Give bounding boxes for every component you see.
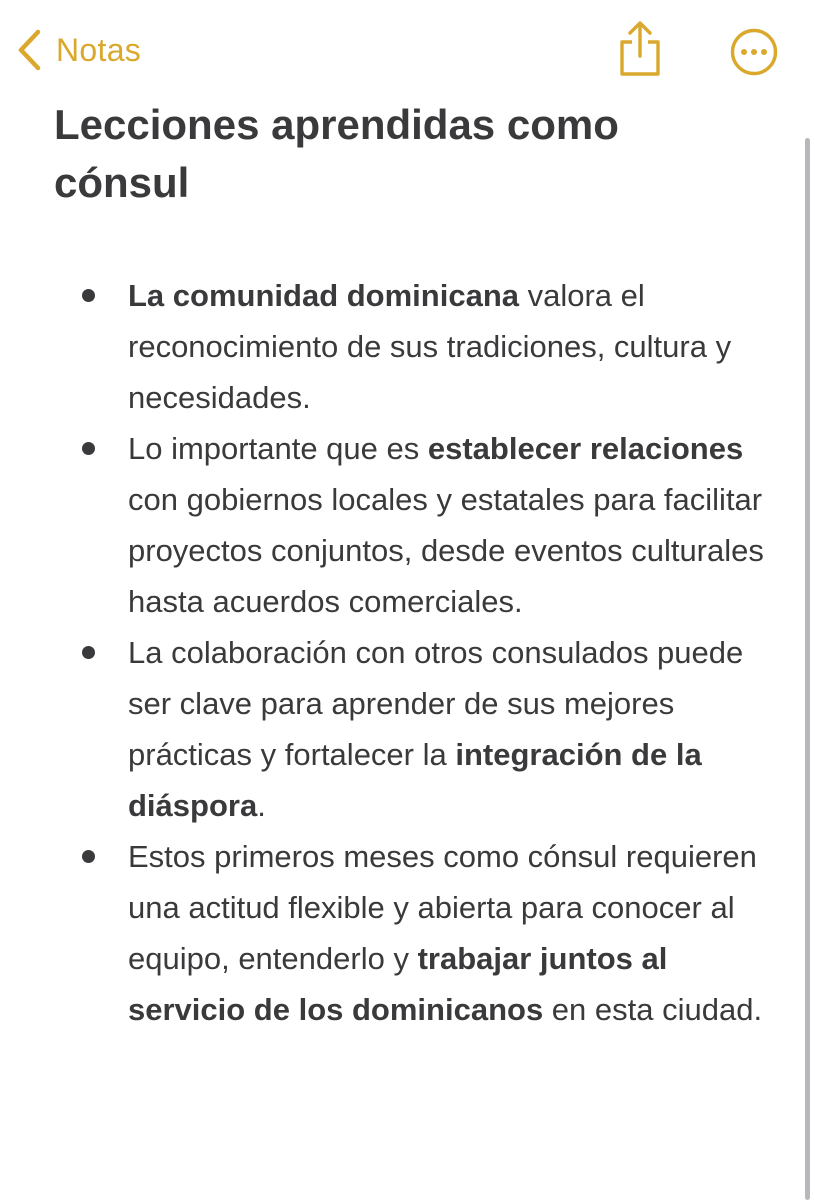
scroll-indicator[interactable] <box>805 138 810 1200</box>
text-segment: Estos primeros meses como cónsul requieren una actitud flexible y abierta para conocer al equipo, entenderlo y <box>128 839 757 976</box>
note-bullet-item[interactable] <box>0 270 790 423</box>
text-segment: valora el reconocimiento de sus tradiciones, cultura y necesidades. <box>128 278 732 415</box>
note-bullet-list <box>0 270 790 1035</box>
bullet-dot-icon <box>82 646 95 659</box>
bullet-text <box>128 431 764 619</box>
more-options-button[interactable] <box>729 27 779 77</box>
bold-text-segment: integración de la diáspora <box>128 737 702 823</box>
bullet-text <box>128 839 762 1027</box>
share-icon <box>616 65 664 82</box>
text-segment: con gobiernos locales y estatales para facilitar proyectos conjuntos, desde eventos culturales hasta acuerdos comerciales. <box>128 482 764 619</box>
bullet-dot-icon <box>82 289 95 302</box>
note-title[interactable]: Lecciones aprendidas como cónsul <box>54 101 619 206</box>
text-segment: en esta ciudad. <box>543 992 763 1027</box>
bullet-dot-icon <box>82 850 95 863</box>
navigation-bar <box>0 0 815 100</box>
text-segment: La colaboración con otros consulados puede ser clave para aprender de sus mejores prácticas y fortalecer la <box>128 635 744 772</box>
chevron-left-icon <box>14 28 44 72</box>
note-bullet-item[interactable] <box>0 627 790 831</box>
back-button-label: Notas <box>56 31 142 68</box>
bullet-dot-icon <box>82 442 95 455</box>
text-segment: Lo importante que es <box>128 431 428 466</box>
note-bullet-item[interactable] <box>0 423 790 627</box>
bold-text-segment: trabajar juntos al servicio de los dominicanos <box>128 941 668 1027</box>
bold-text-segment: La comunidad dominicana <box>128 278 519 313</box>
text-segment: . <box>257 788 266 823</box>
share-button[interactable] <box>616 20 664 78</box>
bold-text-segment: establecer relaciones <box>427 431 744 466</box>
bullet-text <box>128 635 743 823</box>
bullet-text <box>128 278 731 415</box>
back-button[interactable] <box>14 24 141 76</box>
ellipsis-circle-icon <box>729 64 779 81</box>
note-bullet-item[interactable] <box>0 831 790 1035</box>
